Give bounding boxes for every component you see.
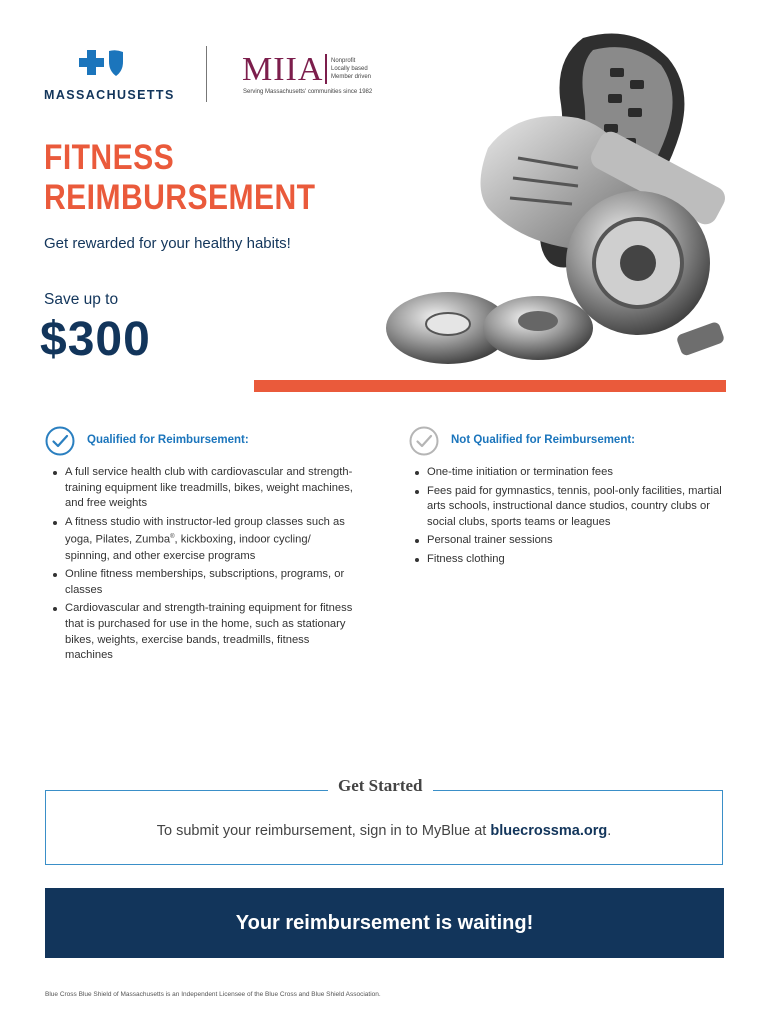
footer-disclaimer: Blue Cross Blue Shield of Massachusetts is an Independent Licensee of the Blue Cross and Blue Shield Association.: [45, 991, 381, 998]
check-circle-gray-icon: [409, 426, 439, 456]
miia-side-text: Nonprofit Locally based Member driven: [331, 58, 372, 80]
list-item: Personal trainer sessions: [412, 533, 727, 549]
not-qualified-heading: Not Qualified for Reimbursement:: [451, 434, 636, 446]
list-item: A full service health club with cardiovascular and strength-training equipment like treadmills, bikes, weight machines, and free weights: [50, 465, 355, 512]
list-item: Cardiovascular and strength-training equipment for fitness that is purchased for use in the home, such as stationary bikes, weights, exercise bands, treadmills, fitness machines: [50, 601, 355, 663]
save-label: Save up to: [44, 291, 119, 308]
title-line-1: FITNESS: [44, 138, 175, 177]
list-item: Fees paid for gymnastics, tennis, pool-only facilities, martial arts schools, instructional dance studios, country clubs or social clubs, sports teams or leagues: [412, 484, 727, 531]
qualified-list: [50, 465, 355, 667]
list-item: Fitness clothing: [412, 552, 727, 568]
miia-wordmark: MIIA: [242, 51, 324, 88]
savings-amount: $300: [40, 313, 151, 366]
miia-divider: [325, 54, 327, 84]
list-item: One-time initiation or termination fees: [412, 465, 727, 481]
get-started-text: To submit your reimbursement, sign in to MyBlue at bluecrossma.org.: [156, 823, 612, 839]
get-started-title: Get Started: [328, 776, 433, 796]
banner-text: Your reimbursement is waiting!: [235, 911, 534, 934]
bcbs-wordmark: MASSACHUSETTS: [44, 88, 175, 102]
check-circle-icon: [45, 426, 75, 456]
accent-bar: [254, 380, 726, 392]
reimbursement-banner: [45, 888, 724, 958]
qualified-heading: Qualified for Reimbursement:: [87, 434, 249, 446]
sneaker-and-weights-image: [378, 28, 728, 380]
list-item: Online fitness memberships, subscriptions, programs, or classes: [50, 567, 355, 598]
miia-tagline: Serving Massachusetts' communities since 1982: [243, 89, 373, 95]
list-item: A fitness studio with instructor-led group classes such as yoga, Pilates, Zumba®, kickboxing, indoor cycling/ spinning, and other exercise programs: [50, 515, 355, 565]
logo-divider: [206, 46, 207, 102]
myblue-link[interactable]: bluecrossma.org: [490, 823, 608, 839]
page-subtitle: Get rewarded for your healthy habits!: [44, 235, 291, 252]
title-line-2: REIMBURSEMENT: [44, 178, 316, 217]
not-qualified-list: [412, 465, 727, 571]
page-title: [44, 138, 315, 218]
